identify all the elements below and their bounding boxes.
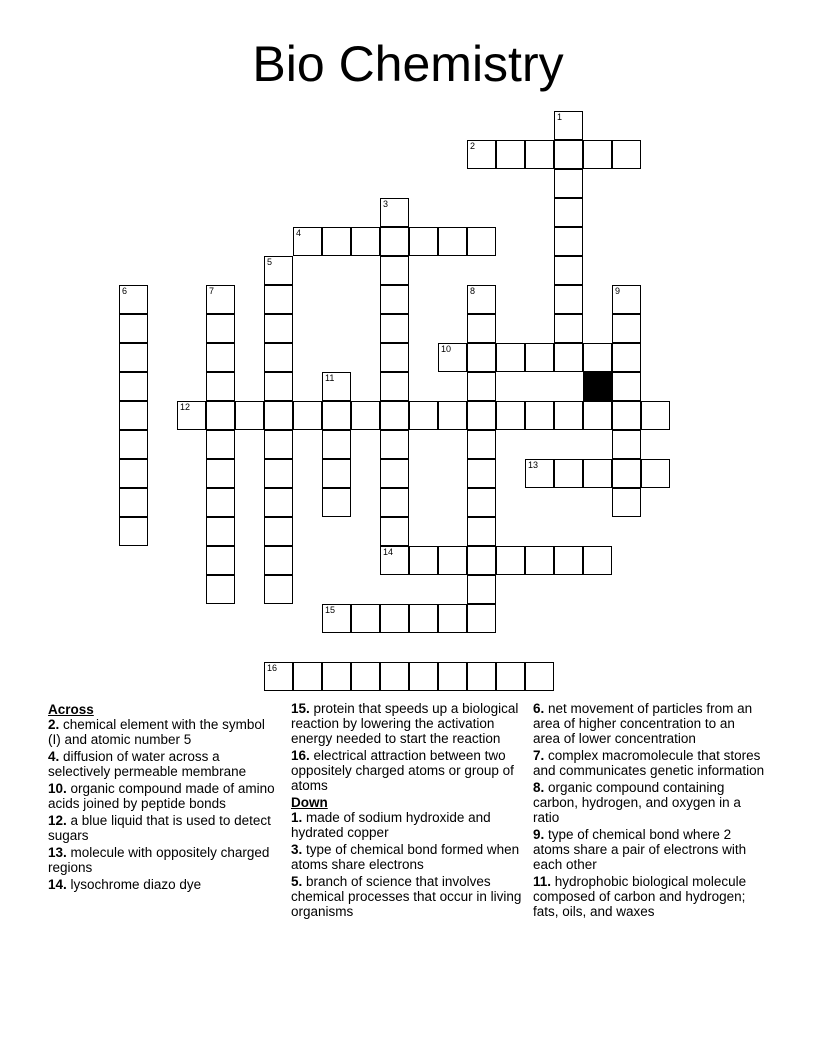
grid-cell[interactable] [264, 256, 293, 285]
grid-cell[interactable] [438, 604, 467, 633]
grid-cell[interactable] [380, 604, 409, 633]
grid-cell[interactable] [380, 459, 409, 488]
grid-cell[interactable] [380, 227, 409, 256]
clue-text: molecule with oppositely charged regions [48, 845, 270, 875]
grid-cell[interactable] [583, 546, 612, 575]
grid-cell[interactable] [612, 401, 641, 430]
grid-cell[interactable] [322, 430, 351, 459]
down-clue [533, 748, 765, 778]
grid-cell[interactable] [467, 372, 496, 401]
clue-text: protein that speeds up a biological reaction by lowering the activation energy needed to start the reaction [291, 701, 519, 746]
clue-number: 10 [441, 344, 452, 354]
grid-cell[interactable] [206, 430, 235, 459]
grid-cell[interactable] [583, 401, 612, 430]
grid-cell[interactable] [351, 662, 380, 691]
grid-cell[interactable] [293, 401, 322, 430]
across-clue [48, 717, 280, 747]
grid-cell[interactable] [409, 227, 438, 256]
clue-text: organic compound containing carbon, hydrogen, and oxygen in a ratio [533, 780, 741, 825]
grid-cell[interactable] [467, 140, 496, 169]
clue-number: 8 [470, 286, 476, 296]
down-clue [533, 780, 765, 825]
grid-cell[interactable] [554, 169, 583, 198]
grid-cell[interactable] [409, 604, 438, 633]
grid-cell[interactable] [467, 285, 496, 314]
grid-cell[interactable] [525, 401, 554, 430]
grid-cell[interactable] [380, 314, 409, 343]
grid-cell[interactable] [380, 430, 409, 459]
grid-cell[interactable] [206, 343, 235, 372]
grid-cell[interactable] [264, 285, 293, 314]
grid-cell[interactable] [496, 343, 525, 372]
down-clue [533, 701, 765, 746]
grid-cell[interactable] [380, 488, 409, 517]
clue-number-label: 11. [533, 874, 552, 889]
grid-cell[interactable] [525, 546, 554, 575]
clue-text: net movement of particles from an area of higher concentration to an area of lower concentration [533, 701, 753, 746]
grid-cell[interactable] [119, 343, 148, 372]
across-clue [48, 781, 280, 811]
grid-cell[interactable] [380, 198, 409, 227]
grid-cell[interactable] [380, 517, 409, 546]
clue-column-3 [533, 701, 765, 921]
grid-cell[interactable] [554, 256, 583, 285]
grid-cell[interactable] [264, 517, 293, 546]
clue-column-1 [48, 701, 280, 894]
grid-cell[interactable] [554, 314, 583, 343]
grid-cell[interactable] [467, 227, 496, 256]
grid-cell[interactable] [438, 227, 467, 256]
grid-cell[interactable] [206, 546, 235, 575]
clue-number-label: 4. [48, 749, 60, 764]
grid-cell[interactable] [612, 343, 641, 372]
grid-cell[interactable] [119, 401, 148, 430]
clue-number-label: 6. [533, 701, 545, 716]
grid-cell[interactable] [206, 314, 235, 343]
grid-cell[interactable] [525, 140, 554, 169]
grid-cell[interactable] [293, 227, 322, 256]
grid-cell[interactable] [119, 314, 148, 343]
grid-cell[interactable] [206, 517, 235, 546]
grid-cell[interactable] [409, 546, 438, 575]
clue-number-label: 16. [291, 748, 310, 763]
clue-number-label: 1. [291, 810, 303, 825]
grid-cell[interactable] [351, 604, 380, 633]
down-clue [291, 874, 523, 919]
grid-cell[interactable] [322, 662, 351, 691]
clue-number: 13 [528, 460, 539, 470]
grid-cell[interactable] [119, 285, 148, 314]
grid-cell[interactable] [206, 459, 235, 488]
grid-cell[interactable] [380, 372, 409, 401]
grid-cell[interactable] [351, 227, 380, 256]
grid-cell[interactable] [206, 372, 235, 401]
grid-cell[interactable] [293, 662, 322, 691]
page-title: Bio Chemistry [252, 36, 564, 92]
grid-cell[interactable] [235, 401, 264, 430]
grid-cell[interactable] [409, 401, 438, 430]
clue-number: 14 [383, 547, 394, 557]
grid-cell[interactable] [380, 662, 409, 691]
grid-cell[interactable] [496, 662, 525, 691]
grid-cell[interactable] [380, 343, 409, 372]
grid-cell[interactable] [554, 546, 583, 575]
grid-cell[interactable] [119, 517, 148, 546]
down-clue [533, 874, 765, 919]
grid-cell[interactable] [351, 401, 380, 430]
grid-cell[interactable] [264, 314, 293, 343]
grid-cell[interactable] [612, 285, 641, 314]
grid-cell[interactable] [264, 430, 293, 459]
black-cell [583, 372, 612, 401]
clue-number-label: 9. [533, 827, 545, 842]
across-clue [48, 813, 280, 843]
across-clue [291, 748, 523, 793]
clue-text: branch of science that involves chemical processes that occur in living organisms [291, 874, 522, 919]
grid-cell[interactable] [467, 575, 496, 604]
grid-cell[interactable] [467, 604, 496, 633]
grid-cell[interactable] [380, 256, 409, 285]
down-heading: Down [291, 795, 328, 810]
grid-cell[interactable] [612, 488, 641, 517]
clue-number-label: 3. [291, 842, 303, 857]
clue-number: 6 [122, 286, 128, 296]
clue-number: 2 [470, 141, 476, 151]
grid-cell[interactable] [496, 546, 525, 575]
grid-cell[interactable] [119, 430, 148, 459]
grid-cell[interactable] [525, 662, 554, 691]
grid-cell[interactable] [322, 372, 351, 401]
grid-cell[interactable] [612, 314, 641, 343]
grid-cell[interactable] [467, 314, 496, 343]
grid-cell[interactable] [380, 401, 409, 430]
grid-cell[interactable] [438, 662, 467, 691]
grid-cell[interactable] [583, 343, 612, 372]
clue-number-label: 7. [533, 748, 545, 763]
down-clue [291, 810, 523, 840]
grid-cell[interactable] [612, 372, 641, 401]
clue-number: 16 [267, 663, 278, 673]
grid-cell[interactable] [264, 488, 293, 517]
grid-cell[interactable] [322, 459, 351, 488]
down-clue [533, 827, 765, 872]
clue-number-label: 8. [533, 780, 545, 795]
grid-cell[interactable] [264, 401, 293, 430]
grid-cell[interactable] [119, 372, 148, 401]
grid-cell[interactable] [583, 140, 612, 169]
grid-cell[interactable] [641, 459, 670, 488]
grid-cell[interactable] [496, 140, 525, 169]
across-heading: Across [48, 702, 94, 717]
grid-cell[interactable] [206, 488, 235, 517]
down-clue [291, 842, 523, 872]
clue-number-label: 5. [291, 874, 303, 889]
clue-number-label: 10. [48, 781, 67, 796]
clue-number: 7 [209, 286, 215, 296]
clue-text: type of chemical bond where 2 atoms share a pair of electrons with each other [533, 827, 747, 872]
grid-cell[interactable] [438, 401, 467, 430]
clue-number: 11 [325, 373, 335, 383]
grid-cell[interactable] [554, 140, 583, 169]
grid-cell[interactable] [438, 343, 467, 372]
clue-text: organic compound made of amino acids joined by peptide bonds [48, 781, 275, 811]
grid-cell[interactable] [554, 227, 583, 256]
grid-cell[interactable] [206, 401, 235, 430]
across-clue [48, 749, 280, 779]
clue-text: complex macromolecule that stores and communicates genetic information [533, 748, 765, 778]
grid-cell[interactable] [264, 575, 293, 604]
grid-cell[interactable] [322, 488, 351, 517]
grid-cell[interactable] [467, 401, 496, 430]
grid-cell[interactable] [119, 459, 148, 488]
grid-cell[interactable] [467, 488, 496, 517]
clue-text: made of sodium hydroxide and hydrated copper [291, 810, 491, 840]
clue-text: hydrophobic biological molecule composed of carbon and hydrogen; fats, oils, and waxes [533, 874, 747, 919]
clue-number: 9 [615, 286, 621, 296]
grid-cell[interactable] [554, 343, 583, 372]
grid-cell[interactable] [641, 401, 670, 430]
grid-cell[interactable] [467, 546, 496, 575]
grid-cell[interactable] [612, 430, 641, 459]
grid-cell[interactable] [264, 662, 293, 691]
clue-text: electrical attraction between two oppositely charged atoms or group of atoms [291, 748, 514, 793]
grid-cell[interactable] [554, 111, 583, 140]
across-clue [291, 701, 523, 746]
grid-cell[interactable] [264, 343, 293, 372]
grid-cell[interactable] [264, 546, 293, 575]
grid-cell[interactable] [206, 285, 235, 314]
grid-cell[interactable] [612, 140, 641, 169]
across-clue [48, 877, 280, 892]
grid-cell[interactable] [467, 343, 496, 372]
grid-cell[interactable] [583, 459, 612, 488]
grid-cell[interactable] [554, 401, 583, 430]
clue-number-label: 2. [48, 717, 60, 732]
clue-number: 15 [325, 605, 336, 615]
clue-text: diffusion of water across a selectively permeable membrane [48, 749, 247, 779]
clue-number: 1 [557, 112, 563, 122]
grid-cell[interactable] [322, 604, 351, 633]
grid-cell[interactable] [554, 285, 583, 314]
grid-cell[interactable] [612, 459, 641, 488]
grid-cell[interactable] [409, 662, 438, 691]
clue-column-2 [291, 701, 523, 921]
clue-number: 4 [296, 228, 302, 238]
clue-text: a blue liquid that is used to detect sugars [48, 813, 271, 843]
clue-text: type of chemical bond formed when atoms share electrons [291, 842, 520, 872]
grid-cell[interactable] [380, 546, 409, 575]
clue-number-label: 14. [48, 877, 67, 892]
grid-cell[interactable] [206, 575, 235, 604]
grid-cell[interactable] [380, 285, 409, 314]
grid-cell[interactable] [467, 459, 496, 488]
grid-cell[interactable] [554, 459, 583, 488]
grid-cell[interactable] [554, 198, 583, 227]
clue-number-label: 12. [48, 813, 67, 828]
grid-cell[interactable] [264, 459, 293, 488]
clue-text: chemical element with the symbol (I) and atomic number 5 [48, 717, 265, 747]
clue-number: 3 [383, 199, 389, 209]
grid-cell[interactable] [264, 372, 293, 401]
grid-cell[interactable] [177, 401, 206, 430]
grid-cell[interactable] [525, 343, 554, 372]
grid-cell[interactable] [322, 401, 351, 430]
clue-text: lysochrome diazo dye [66, 877, 202, 892]
grid-cell[interactable] [467, 430, 496, 459]
grid-cell[interactable] [322, 227, 351, 256]
across-clue [48, 845, 280, 875]
clue-number-label: 15. [291, 701, 310, 716]
grid-cell[interactable] [119, 488, 148, 517]
grid-cell[interactable] [525, 459, 554, 488]
grid-cell[interactable] [438, 546, 467, 575]
grid-cell[interactable] [467, 517, 496, 546]
clue-number-label: 13. [48, 845, 67, 860]
grid-cell[interactable] [467, 662, 496, 691]
clue-number: 5 [267, 257, 273, 267]
clue-number: 12 [180, 402, 191, 412]
grid-cell[interactable] [496, 401, 525, 430]
